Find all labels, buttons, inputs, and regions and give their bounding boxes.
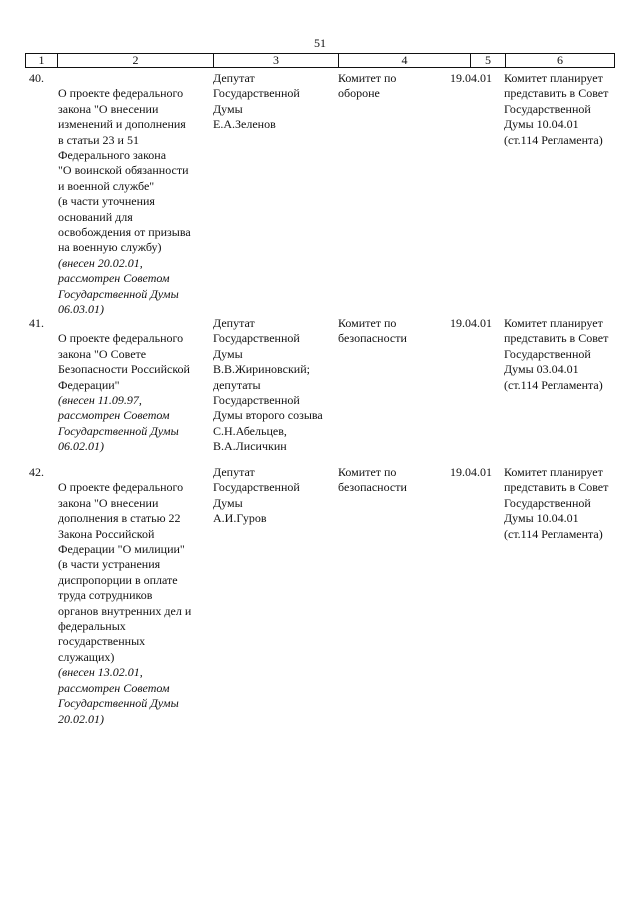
bill-note: (внесен 11.09.97, рассмотрен Советом Государственной Думы 06.02.01) (58, 393, 179, 454)
header-col-5: 5 (485, 53, 491, 67)
bill-note: (внесен 13.02.01, рассмотрен Советом Государственной Думы 20.02.01) (58, 665, 179, 726)
date-cell: 19.04.01 (450, 465, 492, 479)
bill-note: (внесен 20.02.01, рассмотрен Советом Государственной Думы 06.03.01) (58, 255, 179, 317)
header-col-3: 3 (273, 53, 279, 67)
plan-cell: Комитет планирует представить в Совет Государственной Думы 03.04.01 (ст.114 Регламента) (504, 316, 609, 392)
header-col-2: 2 (132, 53, 139, 67)
row-number: 41. (29, 316, 44, 330)
date-cell: 19.04.01 (450, 71, 492, 85)
author-cell: Депутат Государственной Думы В.В.Жириновский; депутаты Государственной Думы второго созыва С.Н.Абельцев, В.А.Лисичкин (213, 316, 323, 454)
plan-cell: Комитет планирует представить в Совет Государственной Думы 10.04.01 (ст.114 Регламента) (504, 71, 609, 147)
date-cell: 19.04.01 (450, 316, 492, 330)
author-cell: Депутат Государственной Думы Е.А.Зеленов (213, 71, 300, 132)
bill-title: О проекте федерального закона "О внесении дополнения в статью 22 Закона Российской Федерации "О милиции" (в части устранения диспропорции в оплате труда сотрудников органов внутренних дел и федеральных государственных служащих) (58, 480, 192, 664)
row-number: 42. (29, 465, 44, 479)
plan-cell: Комитет планирует представить в Совет Государственной Думы 10.04.01 (ст.114 Регламента) (504, 465, 609, 541)
header-col-1: 1 (38, 53, 45, 67)
bill-title: О проекте федерального закона "О Совете Безопасности Российской Федерации" (58, 331, 190, 392)
author-cell: Депутат Государственной Думы А.И.Гуров (213, 465, 300, 526)
page-number: 51 (314, 36, 326, 50)
header-col-4: 4 (401, 53, 408, 67)
bill-title: О проекте федерального закона "О внесении изменений и дополнения в статьи 23 и 51 Федерального закона "О воинской обязанности и военной службе" (в части уточнения оснований для освобождения от призыва на военную службу) (58, 86, 191, 255)
bill-cell (58, 465, 208, 742)
committee-cell: Комитет по безопасности (338, 316, 407, 346)
table-header (25, 53, 615, 68)
committee-cell: Комитет по безопасности (338, 465, 407, 495)
bill-cell (58, 71, 208, 333)
header-col-6: 6 (557, 53, 563, 67)
row-number: 40. (29, 71, 44, 85)
bill-cell (58, 316, 208, 470)
committee-cell: Комитет по обороне (338, 71, 397, 101)
